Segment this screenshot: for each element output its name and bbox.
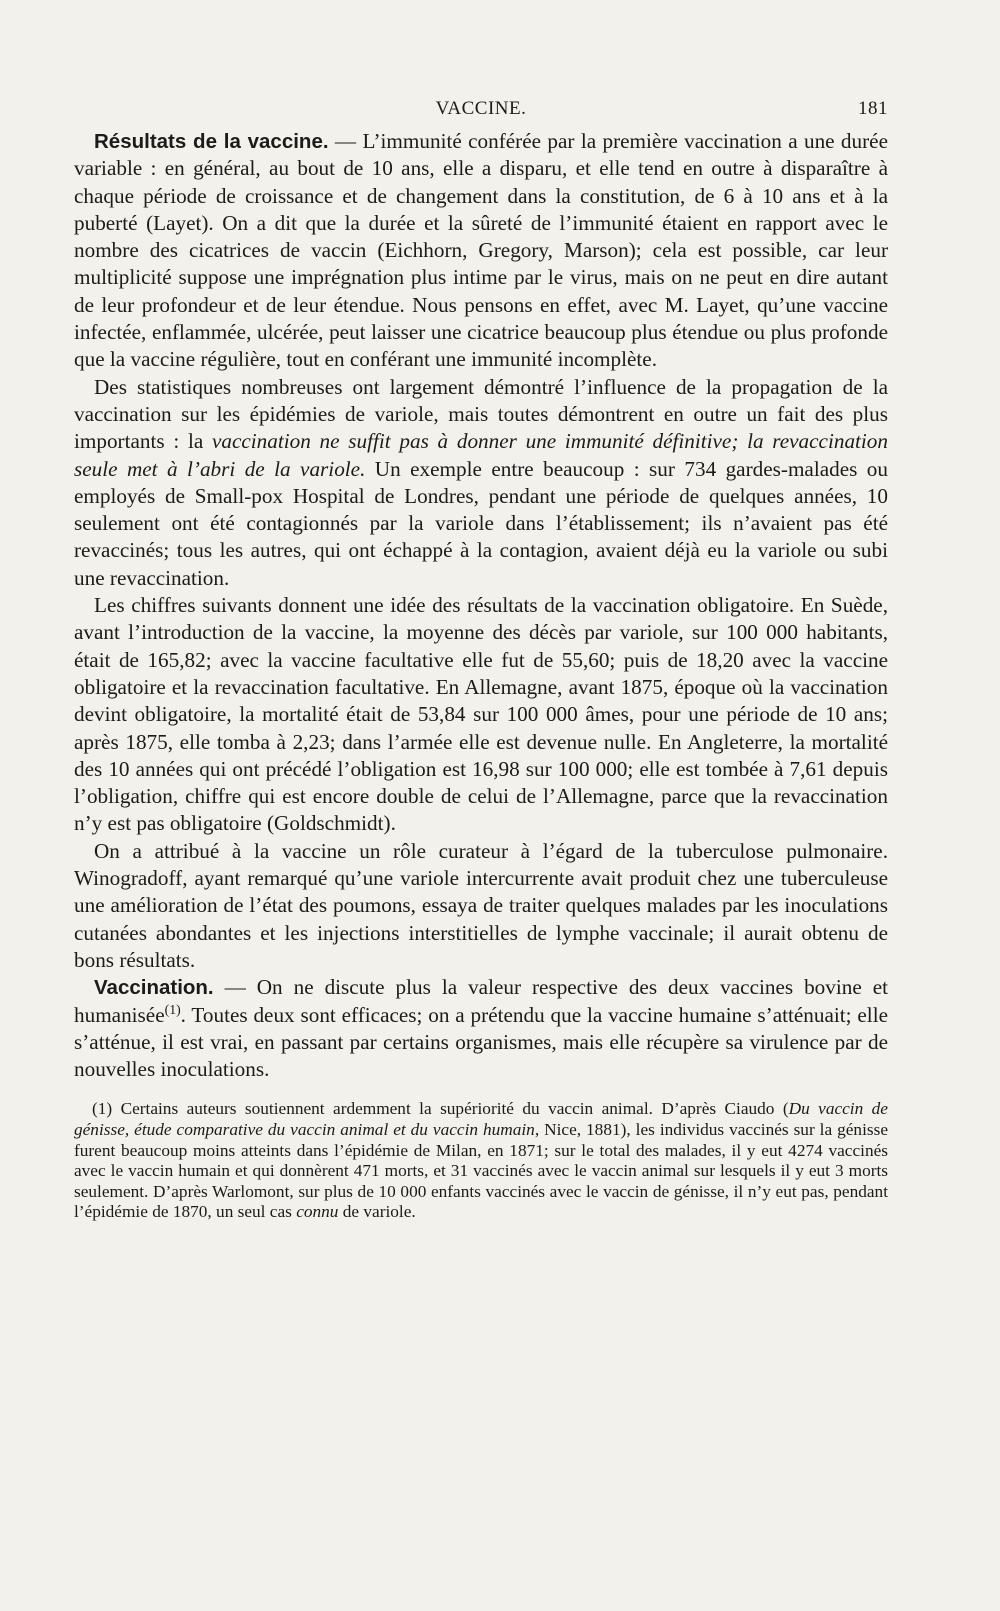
paragraph-text: Les chiffres suivants donnent une idée des résultats de la vaccination obligatoire. En Suède, avant l’introduction de la vaccine, la moyenne des décès par variole, sur 100 000 habitants, était de 165,82; avec la vaccine facultative elle fut de 55,60; puis de 18,20 avec la vaccine obligatoire et la revaccination facultative. En Allemagne, avant 1875, époque où la vaccination devint obligatoire, la mortalité était de 53,84 sur 100 000 âmes, pour une période de 10 ans; après 1875, elle tomba à 2,23; dans l’armée elle est devenue nulle. En Angleterre, la mortalité des 10 années qui ont précédé l’obligation est 16,98 sur 100 000; elle est tombée à 7,61 depuis l’obligation, chiffre qui est encore double de celui de l’Allemagne, parce que la revaccination n’y est pas obligatoire (Goldschmidt).: [74, 593, 888, 836]
paragraph-vaccination: [74, 974, 888, 1083]
paragraph-tuberculose: [74, 838, 888, 974]
footnote-marker: (1): [92, 1099, 113, 1119]
paragraph-statistiques: [74, 374, 888, 592]
page-number: 181: [858, 98, 888, 119]
running-title: VACCINE.: [435, 98, 527, 119]
paragraph-text: — On ne discute plus la valeur respective des deux vaccines bovine et humanisée: [74, 975, 888, 1027]
paragraph-text: Des statistiques nombreuses ont largement démontré l’influence de la propagation de la vaccination sur les épidémies de variole, mais toutes démontrent en outre un fait des plus importants : la: [74, 374, 888, 454]
paragraph-chiffres: [74, 592, 888, 838]
footnote-text: , Nice, 1881), les individus vaccinés sur la génisse furent beaucoup moins atteints dans l’épidémie de Milan, en 1871; sur le total des malades, il y eut 4274 vaccinés avec le vaccin humain et qui donnèrent 471 morts, et 31 vaccinés avec le vaccin animal sur lesquels il y eut 3 morts seulement. D’après Warlomont, sur plus de 10 000 enfants vaccinés avec le vaccin de génisse, il n’y eut pas, pendant l’épidémie de 1870, un seul cas: [74, 1119, 888, 1222]
section-heading-vaccination: Vaccination.: [94, 976, 214, 1000]
footnote-italic: connu: [296, 1202, 339, 1222]
footnote-reference: (1): [164, 1001, 181, 1017]
italic-emphasis: vaccination ne suffit pas à donner une immunité définitive; la revaccination seule met à l’abri de la variole.: [74, 429, 888, 481]
paragraph-text: Un exemple entre beaucoup : sur 734 gardes-malades ou employés de Small-pox Hospital de Londres, pendant une période de quelques années, 10 seulement ont été contagionnés par la variole dans l’établissement; ils n’avaient pas été revaccinés; tous les autres, qui ont échappé à la contagion, avaient déjà eu la variole ou subi une revaccination.: [74, 456, 888, 590]
paragraph-text: . Toutes deux sont efficaces; on a prétendu que la vaccine humaine s’atténuait; elle s’atténue, il est vrai, en passant par certains organismes, mais elle récupère sa virulence par de nouvelles inoculations.: [74, 1002, 888, 1082]
paragraph-resultats-intro: [74, 128, 888, 374]
paragraph-text: — L’immunité conférée par la première vaccination a une durée variable : en général, au bout de 10 ans, elle a disparu, et elle tend en outre à disparaître à chaque période de croissance et de changement dans la constitution, de 6 à 10 ans et à la puberté (Layet). On a dit que la durée et la sûreté de l’immunité étaient en rapport avec le nombre des cicatrices de vaccin (Eichhorn, Gregory, Marson); cela est possible, car leur multiplicité suppose une imprégnation plus intime par le virus, mais on ne peut en dire autant de leur profondeur et de leur étendue. Nous pensons en effet, avec M. Layet, qu’une vaccine infectée, enflammée, ulcérée, peut laisser une cicatrice beaucoup plus étendue ou plus profonde que la vaccine régulière, tout en conférant une immunité incomplète.: [74, 129, 888, 372]
footnote-1: [74, 1099, 888, 1223]
footnote-text: Certains auteurs soutiennent ardemment la supériorité du vaccin animal. D’après Ciaudo (: [112, 1099, 789, 1119]
paragraph-text: On a attribué à la vaccine un rôle curateur à l’égard de la tuberculose pulmonaire. Winogradoff, ayant remarqué qu’une variole intercurrente avait produit chez une tuberculeuse une amélioration de l’état des poumons, essaya de traiter quelques malades par les inoculations cutanées abondantes et les injections interstitielles de lymphe vaccinale; il aurait obtenu de bons résultats.: [74, 838, 888, 972]
footnotes: [74, 1099, 888, 1223]
section-heading-resultats: Résultats de la vaccine.: [94, 130, 329, 153]
body-text: [74, 128, 888, 1083]
running-head: [74, 98, 888, 128]
footnote-book-title: Du vaccin de génisse, étude comparative du vaccin animal et du vaccin humain: [74, 1099, 888, 1139]
footnote-text: de variole.: [338, 1202, 416, 1222]
